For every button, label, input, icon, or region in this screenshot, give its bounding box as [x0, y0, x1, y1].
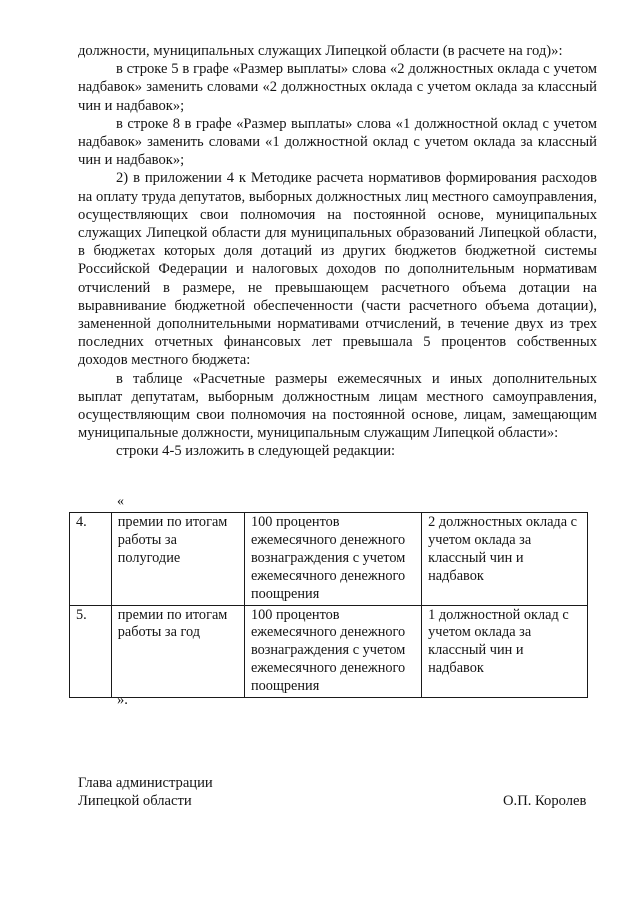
table-cell-amount-deputies: 100 процентов ежемесячного денежного вознаграждения с учетом ежемесячного денежного поощрения: [244, 513, 421, 606]
quote-open-mark: «: [117, 494, 124, 509]
signature-name: О.П. Королев: [503, 793, 587, 809]
table-cell-amount-deputies: 100 процентов ежемесячного денежного вознаграждения с учетом ежемесячного денежного поощрения: [244, 605, 421, 698]
document-body: [78, 42, 597, 461]
table-cell-payment-type: премии по итогам работы за полугодие: [111, 513, 244, 606]
table-cell-number: 4.: [70, 513, 112, 606]
table-cell-amount-employees: 2 должностных оклада с учетом оклада за классный чин и надбавок: [422, 513, 588, 606]
signature-title: [78, 774, 213, 810]
paragraph-rows-statement: строки 4-5 изложить в следующей редакции:: [116, 443, 396, 460]
quote-close-mark: ».: [117, 692, 128, 708]
table-row: [70, 605, 588, 698]
paragraph-continuation: должности, муниципальных служащих Липецкой области (в расчете на год)»:: [78, 43, 563, 59]
signature-title-line1: Глава администрации: [78, 775, 213, 791]
paragraph-appendix4: 2) в приложении 4 к Методике расчета нормативов формирования расходов на оплату труда депутатов, выборных должностных лиц местного самоуправления, осуществляющих свои полномочия на постоянной основе, муниципальных служащих Липецкой области для муниципальных образований Липецкой области, в бюджетах которых доля дотаций из других бюджетов бюджетной системы Российской Федерации и налоговых доходов по дополнительным нормативам отчислений в размере, не превышающем расчетного объема дотации на выравнивание бюджетной обеспеченности (части расчетного объема дотации), замененной дополнительными нормативами отчислений, в течение двух из трех последних отчетных финансовых лет превышала 5 процентов собственных доходов местного бюджета:: [78, 170, 597, 369]
table-cell-number: 5.: [70, 605, 112, 698]
paragraph-row8-change: в строке 8 в графе «Размер выплаты» слова «1 должностной оклад с учетом надбавок» заменить словами «1 должностной оклад с учетом оклада за классный чин и надбавок»;: [78, 115, 597, 169]
paragraph-table-intro: в таблице «Расчетные размеры ежемесячных и иных дополнительных выплат депутатам, выборным должностным лицам местного самоуправления, осуществляющим свои полномочия на постоянной основе, лицам, замещающим муниципальные должности, муниципальным служащим Липецкой области»:: [78, 370, 597, 442]
table-cell-payment-type: премии по итогам работы за год: [111, 605, 244, 698]
paragraph-row5-change: в строке 5 в графе «Размер выплаты» слова «2 должностных оклада с учетом надбавок» заменить словами «2 должностных оклада с учетом оклада за классный чин и надбавок»;: [78, 61, 597, 114]
table-cell-amount-employees: 1 должностной оклад с учетом оклада за классный чин и надбавок: [422, 605, 588, 698]
signature-title-line2: Липецкой области: [78, 793, 192, 810]
payments-table: [69, 512, 588, 698]
table-row: [70, 513, 588, 606]
